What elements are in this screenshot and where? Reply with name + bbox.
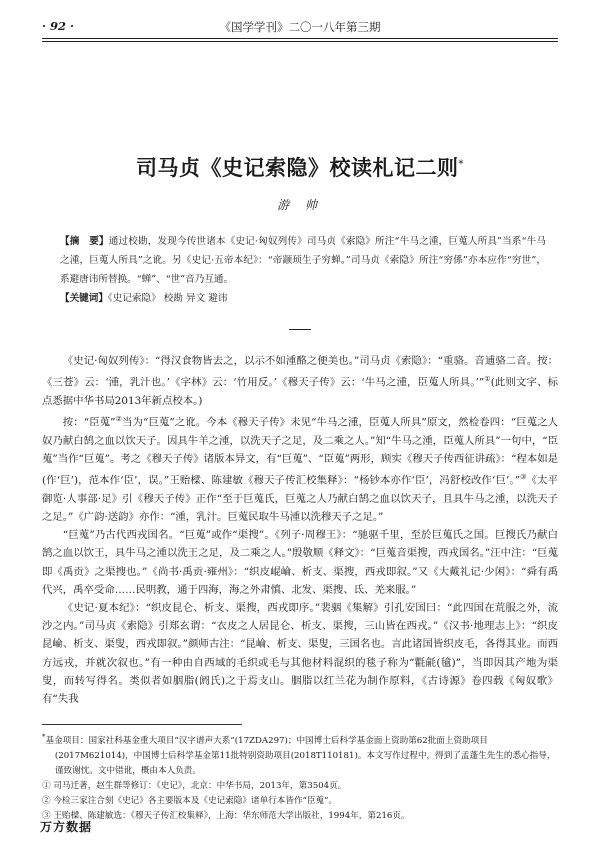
article-title (42, 152, 558, 182)
section-divider (289, 329, 311, 330)
article-body (42, 352, 558, 708)
footnote-funding: *基金项目：国家社科基金重大项目“汉字谱声大系”(17ZDA297)；中国博士后科学基金面上资助第62批面上资助项目(2017M621014)，中国博士后科学基金第11批特别资助项目(2018T110181)。本文写作过程中，得到了孟蓬生先生的悉心指导，谨致谢忱。文中错讹，概由本人负责。 (42, 733, 556, 776)
title-footnote-mark: * (458, 159, 464, 170)
author-name: 游 帅 (277, 198, 323, 212)
keywords-label: 【关键词】 (60, 293, 108, 304)
abstract-text: 通过校勘，发现今传世诸本《史记·匈奴列传》司马贞《索隐》所注“牛马之湩，巨蒐人所具”当系“牛马之湩，巨蒐人所具”之讹。另《史记·五帝本纪》：“帝颛顼生子穷蝉。”司马贞《索隐》所注“穷係”亦本应作“穷世”，系避唐讳所替换。“蝉”、“世”音乃互通。 (60, 236, 547, 285)
body-paragraph-1: 《史记·匈奴列传》：“得汉食物皆去之，以示不如湩酪之便美也。”司马贞《索隐》：“重骆。音逋骆二音。按：《三苍》云：‘湩，乳汁也。’《字林》云：‘竹用反。’《穆天子传》云：‘牛马之湩，臣蒐人所具。’”①(此则文字、标点悉据中华书局2013年新点校本。) (42, 355, 558, 407)
footnote-ref-2: ② (115, 415, 122, 424)
funding-mark: * (42, 733, 46, 741)
body-paragraph-3: “巨蒐”乃古代西戎国名。“巨蒐”或作“渠搜”。《列子·周穆王》：“驰驱千里，至於巨蒐氏之国。巨搜氏乃献白鹄之血以饮王，具牛马之湩以洗王之足，及二乘之人。”殷敬顺《释文》：“巨蒐音渠搜，西戎国名。”汪中注：“巨蒐即《禹贡》之渠搜也。”《尚书·禹贡·雍州》：“织皮崐崘、析支、渠搜，西戎即叙。”又《大戴礼记·少闲》：“舜有禹代兴，禹卒受命……民明教，通于四海，海之外肃慎、北发、渠搜、氐、羌来服。” (42, 529, 558, 596)
footnote-3: ③ 王贻樑、陈建敏选：《穆天子传汇校集释》，上海：华东师范大学出版社，1994年，第216页。 (42, 810, 410, 821)
footnote-1: ① 司马迁著，赵生群等修订：《史记》，北京：中华书局，2013年，第3504页。 (42, 780, 347, 791)
abstract-label: 【摘 要】 (60, 236, 109, 247)
footnote-rule (42, 724, 242, 725)
header-rule-thin (42, 41, 558, 42)
journal-title: 《国学学刊》二〇一八年第三期 (219, 20, 381, 34)
page-number: · 92 · (42, 19, 75, 33)
running-header (42, 16, 558, 38)
footnotes (42, 730, 558, 824)
article-title-text: 司马贞《史记索隐》校读札记二则 (136, 155, 459, 180)
footnote-ref-1: ① (484, 375, 491, 384)
footnote-ref-3: ③ (520, 473, 527, 482)
abstract-block (60, 232, 546, 308)
footnote-2: ② 今检三家注合刻《史记》各主要版本及《史记索隐》诸单行本皆作“臣蒐”。 (42, 795, 338, 806)
keywords-paragraph (60, 289, 546, 308)
header-rule-thick (42, 38, 558, 39)
keywords-text: 《史记索隐》 校勘 异文 避讳 (107, 293, 228, 304)
body-paragraph-2: 按：“臣蒐”②当为“巨蒐”之讹。今本《穆天子传》未见“牛马之湩，臣蒐人所具”原文，然检卷四：“巨蒐之人奴乃献白鹄之血以饮天子。因具牛羊之湩，以洗天子之足，及二乘之人。”知“牛马之湩，臣蒐人所具”一句中，“臣蒐”当作“巨蒐”。考之《穆天子传》诸版本异文，有“巨蒐”、“臣蒐”两形，顾实《穆天子传西征讲疏》：“程本如是(作‘巨’)，范本作‘臣’，误。”王贻樑、陈建敏《穆天子传汇校集释》：“杨钞本亦作‘臣’，冯舒校改作‘巨’。”③《太平御览·人事部·足》引《穆天子传》正作“至于巨蒐氏，巨蒐之人乃献白鹄之血以饮天子，且具牛马之湩，以洗天子之足。”《广韵·送韵》亦作：“湩，乳汁。巨蒐民取牛马湩以洗穆天子之足。” (42, 415, 559, 524)
body-paragraph-4: 《史记·夏本纪》：“织皮昆仑、析支、渠搜，西戎即序。”裴骃《集解》引孔安国曰：“此四国在荒服之外，流沙之内。”司马贞《索隐》引郑玄谓：“衣皮之人居昆仑、析支、渠搜，三山皆在西戎。”《汉书·地理志上》：“织皮昆崘、析支、渠叟，西戎即叙。”颜师古注：“昆崘、析支、渠叟，三国名也。言此诸国皆织皮毛，各得其业。而西方远戎，并就次叙也。”有一种由自西域的毛织或毛与其他材料混织的毯子称为“氍毹(毺)”，当即因其产地为渠叟，而转写得名。类似者如胭脂(阏氏)之于焉支山。胭脂以红兰花为制作原料，《古诗源》卷四载《匈奴歌》有“失我 (42, 602, 558, 706)
publisher-logo: 万方数据 (40, 820, 93, 834)
abstract-paragraph (60, 232, 546, 289)
